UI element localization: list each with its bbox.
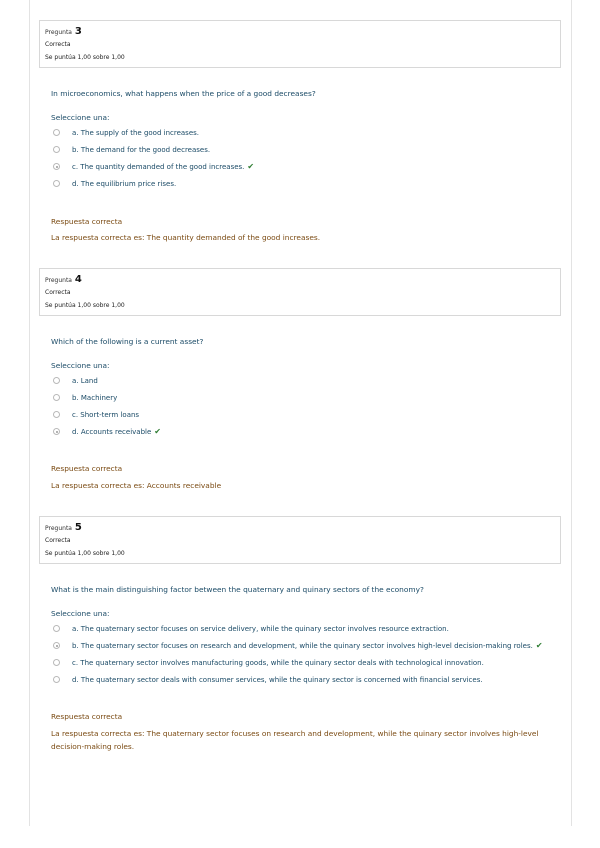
question-number: Pregunta 3 [45,26,82,37]
radio-button[interactable] [53,180,60,187]
option-a[interactable] [51,620,551,637]
option-label: a. The quaternary sector focuses on service delivery, while the quinary sector involves resource extraction. [72,624,449,633]
answer-options [51,124,551,192]
radio-button[interactable] [53,146,60,153]
option-label: c. The quaternary sector involves manufacturing goods, while the quinary sector deals with technological innovation. [72,658,484,667]
radio-button[interactable] [53,625,60,632]
option-b[interactable] [51,389,551,406]
option-c[interactable] [51,158,551,175]
option-label: c. The quantity demanded of the good increases. [72,162,245,171]
question-state: Correcta [45,537,71,544]
option-c[interactable] [51,406,551,423]
radio-button[interactable] [53,129,60,136]
radio-button[interactable] [53,394,60,401]
question-text: What is the main distinguishing factor between the quaternary and quinary sectors of the economy? [51,585,424,594]
answer-options [51,620,551,688]
select-prompt: Seleccione una: [51,609,110,618]
select-prompt: Seleccione una: [51,113,110,122]
option-label: b. Machinery [72,393,118,402]
feedback-text: La respuesta correcta es: The quantity demanded of the good increases. [51,233,321,242]
question-text: In microeconomics, what happens when the price of a good decreases? [51,89,316,98]
feedback-title: Respuesta correcta [51,712,123,721]
question-info-4 [39,268,561,316]
option-label: b. The demand for the good decreases. [72,145,211,154]
check-icon: ✔ [535,641,543,650]
option-label: a. The supply of the good increases. [72,128,200,137]
question-state: Correcta [45,289,71,296]
select-prompt: Seleccione una: [51,361,110,370]
question-grade: Se puntúa 1,00 sobre 1,00 [45,54,125,61]
option-label: d. Accounts receivable [72,427,152,436]
question-number: Pregunta 4 [45,274,82,285]
option-label: d. The equilibrium price rises. [72,179,177,188]
option-c[interactable] [51,654,551,671]
radio-button-selected[interactable] [53,642,60,649]
option-label: d. The quaternary sector deals with consumer services, while the quinary sector is concerned with financial services. [72,675,483,684]
question-info-5 [39,516,561,564]
question-grade: Se puntúa 1,00 sobre 1,00 [45,302,125,309]
option-b[interactable] [51,141,551,158]
question-state: Correcta [45,41,71,48]
radio-button-selected[interactable] [53,428,60,435]
option-label: c. Short-term loans [72,410,140,419]
radio-button[interactable] [53,411,60,418]
option-d[interactable] [51,671,551,688]
feedback-title: Respuesta correcta [51,464,123,473]
check-icon: ✔ [247,162,255,171]
option-label: b. The quaternary sector focuses on research and development, while the quinary sector involves high-level decision-making roles. [72,641,533,650]
radio-button[interactable] [53,377,60,384]
answer-options [51,372,551,440]
check-icon: ✔ [154,427,161,436]
feedback-title: Respuesta correcta [51,217,123,226]
option-d[interactable] [51,423,551,440]
question-number: Pregunta 5 [45,522,82,533]
radio-button[interactable] [53,676,60,683]
option-label: a. Land [72,376,98,385]
radio-button-selected[interactable] [53,163,60,170]
option-b[interactable] [51,637,551,654]
feedback-text: La respuesta correcta es: The quaternary sector focuses on research and development, while the quinary sector involves high-level decision-making roles. [51,729,539,751]
radio-button[interactable] [53,659,60,666]
option-a[interactable] [51,372,551,389]
question-grade: Se puntúa 1,00 sobre 1,00 [45,550,125,557]
option-a[interactable] [51,124,551,141]
option-d[interactable] [51,175,551,192]
feedback-text: La respuesta correcta es: Accounts receivable [51,481,222,490]
question-text: Which of the following is a current asset? [51,337,204,346]
question-info-3 [39,20,561,68]
